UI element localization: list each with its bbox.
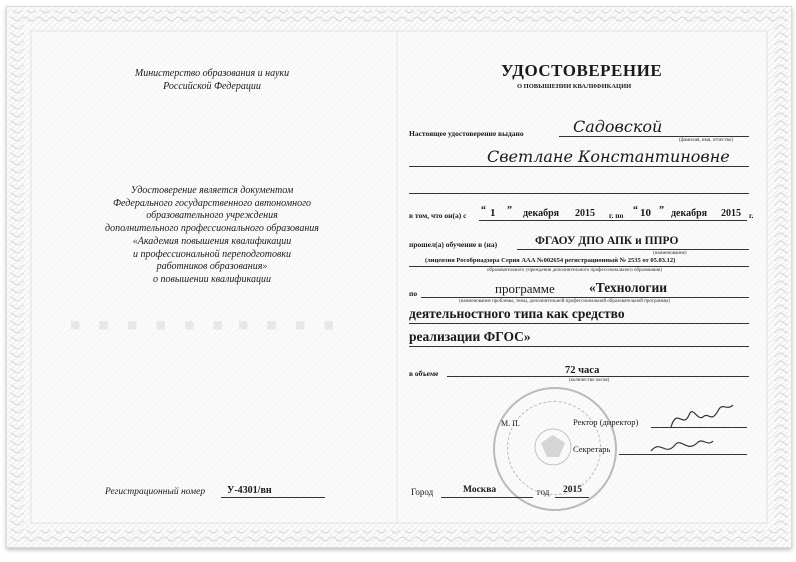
description-line: образовательного учреждения	[146, 210, 278, 222]
program-line-1: «Технологии	[589, 280, 668, 295]
city-underline	[441, 497, 533, 498]
recipient-name: Светлане Константиновне	[487, 147, 730, 166]
document-subtitle: О ПОВЫШЕНИИ КВАЛИФИКАЦИИ	[517, 83, 632, 90]
city-name: Москва	[463, 485, 497, 495]
surname-underline	[559, 136, 749, 137]
issued-to-label: Настоящее удостоверение выдано	[409, 129, 524, 138]
description-line: дополнительного профессионального образования	[105, 223, 319, 235]
description-line: и профессиональной переподготовки	[132, 248, 292, 260]
year-from: 2015	[575, 208, 595, 219]
day-from: 1	[490, 207, 496, 219]
period-label: в том, что он(а) с	[409, 211, 467, 220]
registration-label: Регистрационный номер	[105, 487, 206, 497]
month-to: декабря	[671, 208, 708, 219]
watermark-right: ▪ ▪ ▪ ▪	[237, 307, 339, 344]
watermark-left: ▪ ▪ ▪ ▪ ▪ ▪	[69, 307, 228, 344]
open-quote-from: “	[481, 205, 486, 216]
year-end: г.	[749, 211, 754, 220]
study-label: прошел(а) обучение в (на)	[409, 240, 498, 249]
year-to: 2015	[721, 208, 741, 219]
program-underline-3	[409, 346, 749, 347]
institution-name: ФГАОУ ДПО АПК и ППРО	[535, 235, 679, 247]
fio-note: (фамилия, имя, отчество)	[679, 138, 733, 143]
year-underline	[555, 497, 589, 498]
description-line: Удостоверение является документом	[130, 185, 294, 196]
rector-label: Ректор (директор)	[573, 417, 639, 427]
day-to: 10	[640, 207, 651, 219]
year-label: год	[537, 487, 550, 497]
seal-place-label: М. П.	[501, 419, 520, 428]
program-underline-1	[421, 297, 749, 298]
year-suffix-to: г. по	[609, 211, 624, 220]
document-title: УДОСТОВЕРЕНИЕ	[501, 61, 663, 80]
description-line: Федерального государственного автономного	[112, 197, 311, 209]
eagle-emblem-icon	[527, 421, 579, 473]
period-underline	[479, 220, 747, 221]
license-text: (лицензия Рособрнадзора Серия ААА №002654 регистрационный № 2535 от 05.03.12)	[425, 257, 676, 264]
open-quote-to: “	[633, 205, 638, 216]
name-underline	[409, 166, 749, 167]
secretary-signature-icon	[647, 431, 717, 461]
program-po-label: по	[409, 289, 418, 298]
month-from: декабря	[523, 208, 560, 219]
description-line: о повышении квалификации	[153, 273, 271, 285]
ministry-line-1: Министерство образования и науки	[134, 68, 290, 79]
program-underline-2	[409, 323, 749, 324]
rector-signature-icon	[667, 401, 737, 433]
institution-note: (наименование)	[653, 251, 687, 256]
description-line: работников образования»	[156, 261, 268, 273]
issue-year: 2015	[563, 485, 582, 495]
ministry-line-2: Российской Федерации	[163, 81, 261, 92]
recipient-surname: Садовской	[573, 117, 663, 136]
certificate-spread	[6, 6, 792, 548]
volume-label: в объеме	[409, 369, 439, 378]
license-underline	[409, 266, 749, 267]
license-note: образовательного учреждения дополнительного профессионального образования)	[487, 268, 662, 273]
institution-underline	[517, 249, 749, 250]
volume-hours: 72 часа	[565, 365, 600, 376]
program-note: (наименование проблемы, темы, дополнительной профессиональной образовательной программы)	[459, 299, 671, 304]
registration-underline	[221, 497, 325, 498]
program-line-3: реализации ФГОС»	[409, 329, 531, 344]
program-line-2: деятельностного типа как средство	[409, 306, 625, 321]
close-quote-from: ”	[507, 205, 512, 216]
description-line: «Академия повышения квалификации	[132, 235, 292, 247]
program-word: программе	[495, 281, 555, 296]
secretary-label: Секретарь	[573, 444, 611, 454]
volume-underline	[447, 376, 749, 377]
city-label: Город	[411, 487, 434, 497]
registration-number: У-4301/вн	[227, 485, 272, 496]
ministry-heading	[67, 67, 357, 93]
close-quote-to: ”	[659, 205, 664, 216]
certificate-description	[47, 185, 377, 287]
volume-note: (количество часов)	[569, 378, 610, 383]
blank-underline	[409, 193, 749, 194]
